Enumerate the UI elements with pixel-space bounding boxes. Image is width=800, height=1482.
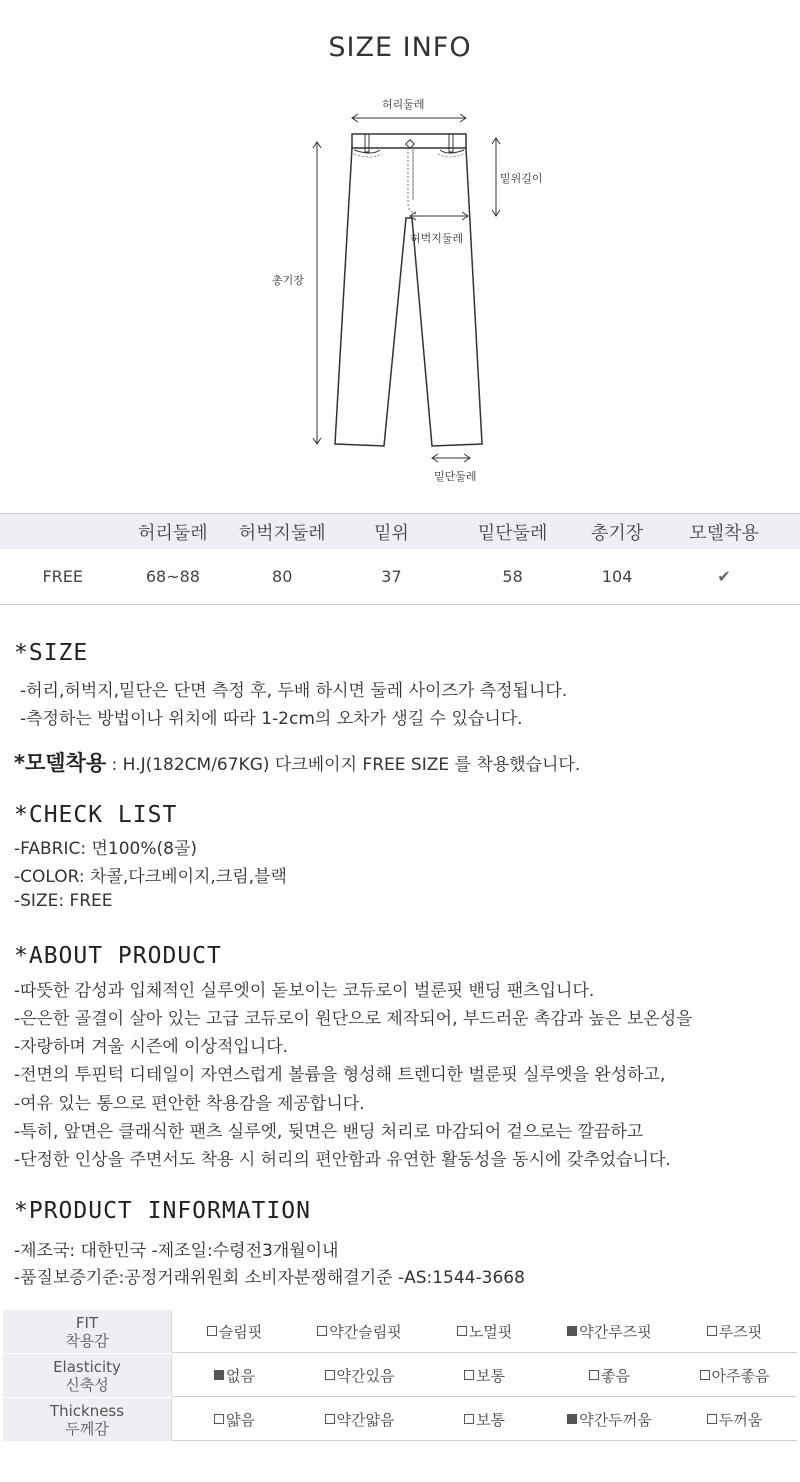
checkbox-checked-icon	[567, 1326, 577, 1336]
about-line-4: -전면의 투핀턱 디테일이 자연스럽게 볼륨을 형성해 트렌디한 벌룬핏 실루엣을 완성하고,	[14, 1065, 666, 1085]
product-info-line-1: -제조국: 대한민국 -제조일:수령전3개월이내	[14, 1241, 339, 1261]
length-label: 총기장	[272, 274, 304, 287]
spec-row-thickness	[3, 1398, 797, 1442]
check-color: -COLOR: 차콜,다크베이지,크림,블랙	[14, 867, 287, 887]
checkbox-icon	[707, 1414, 717, 1424]
spec-options-elasticity	[172, 1354, 797, 1397]
about-title: *ABOUT PRODUCT	[14, 943, 222, 969]
spec-options-fit	[172, 1310, 797, 1353]
elasticity-option-good: 좋음	[547, 1365, 672, 1386]
check-size: -SIZE: FREE	[14, 891, 113, 911]
fit-option-semi-loose: 약간루즈핏	[547, 1321, 672, 1342]
spec-head-thickness	[3, 1398, 172, 1441]
check-list-title: *CHECK LIST	[14, 802, 178, 828]
size-cell: FREE	[42, 567, 83, 586]
waist-label: 허리둘레	[382, 98, 425, 111]
checkbox-icon	[317, 1326, 327, 1336]
model-label: *모델착용	[14, 751, 107, 775]
elasticity-option-very-good: 아주좋음	[672, 1365, 797, 1386]
model-info	[14, 747, 580, 777]
header-waist: 허리둘레	[138, 522, 208, 544]
thickness-option-semi-thin: 약간얇음	[297, 1409, 422, 1430]
fit-ko-label: 착용감	[65, 1331, 109, 1350]
fit-option-semi-slim: 약간슬림핏	[297, 1321, 422, 1342]
checkbox-icon	[707, 1326, 717, 1336]
size-note-1: -허리,허벅지,밑단은 단면 측정 후, 두배 하시면 둘레 사이즈가 측정됩니다.	[20, 681, 568, 701]
fit-option-normal: 노멀핏	[422, 1321, 547, 1342]
checkbox-icon	[325, 1370, 335, 1380]
fit-option-slim: 슬림핏	[172, 1321, 297, 1342]
about-line-2: -은은한 골결이 살아 있는 고급 코듀로이 원단으로 제작되어, 부드러운 촉감과 높은 보온성을	[14, 1009, 693, 1029]
checkbox-icon	[325, 1414, 335, 1424]
spec-table	[3, 1310, 797, 1442]
product-info-title: *PRODUCT INFORMATION	[14, 1198, 311, 1224]
spec-row-elasticity	[3, 1354, 797, 1398]
thickness-option-normal: 보통	[422, 1409, 547, 1430]
header-model: 모델착용	[689, 522, 759, 544]
table-row	[0, 549, 800, 605]
size-table	[0, 513, 800, 605]
thickness-option-thin: 얇음	[172, 1409, 297, 1430]
thickness-ko-label: 두께감	[65, 1419, 109, 1438]
size-table-header	[0, 513, 800, 549]
header-length: 총기장	[591, 522, 644, 544]
checkbox-icon	[207, 1326, 217, 1336]
thigh-label: 허벅지둘레	[410, 232, 464, 245]
fit-option-loose: 루즈핏	[672, 1321, 797, 1342]
rise-cell: 37	[381, 567, 402, 586]
length-cell: 104	[601, 567, 633, 586]
spec-row-fit	[3, 1310, 797, 1354]
about-line-7: -단정한 인상을 주면서도 착용 시 허리의 편안함과 유연한 활동성을 동시에 갖추었습니다.	[14, 1150, 671, 1170]
elasticity-en-label: Elasticity	[53, 1357, 121, 1376]
elasticity-option-some: 약간있음	[297, 1365, 422, 1386]
checkbox-checked-icon	[214, 1370, 224, 1380]
spec-head-elasticity	[3, 1354, 172, 1397]
spec-head-fit	[3, 1310, 172, 1353]
header-thigh: 허벅지둘레	[238, 522, 326, 544]
checkbox-icon	[457, 1326, 467, 1336]
pants-diagram	[260, 90, 543, 490]
header-rise: 밑위	[374, 522, 409, 544]
spec-options-thickness	[172, 1398, 797, 1441]
about-line-1: -따뜻한 감성과 입체적인 실루엣이 돋보이는 코듀로이 벌룬핏 밴딩 팬츠입니다.	[14, 981, 595, 1001]
check-fabric: -FABRIC: 면100%(8골)	[14, 839, 197, 859]
waist-cell: 68~88	[145, 567, 200, 586]
checkbox-icon	[214, 1414, 224, 1424]
check-icon: ✔	[717, 567, 731, 586]
size-section-title: *SIZE	[14, 640, 89, 666]
elasticity-ko-label: 신축성	[65, 1375, 109, 1394]
product-info-line-2: -품질보증기준:공정거래위원회 소비자분쟁해결기준 -AS:1544-3668	[14, 1268, 525, 1288]
elasticity-option-none: 없음	[172, 1365, 297, 1386]
hem-label: 밑단둘레	[434, 470, 477, 483]
checkbox-icon	[464, 1370, 474, 1380]
about-line-5: -여유 있는 통으로 편안한 착용감을 제공합니다.	[14, 1094, 365, 1114]
thickness-option-thick: 두꺼움	[672, 1409, 797, 1430]
about-line-6: -특히, 앞면은 클래식한 팬츠 실루엣, 뒷면은 밴딩 처리로 마감되어 겉으로는 깔끔하고	[14, 1122, 644, 1142]
thigh-cell: 80	[272, 567, 293, 586]
header-hem: 밑단둘레	[477, 522, 548, 544]
thickness-en-label: Thickness	[49, 1401, 125, 1420]
elasticity-option-normal: 보통	[422, 1365, 547, 1386]
rise-label: 밑위길이	[500, 172, 543, 185]
thickness-option-semi-thick: 약간두꺼움	[547, 1409, 672, 1430]
hem-cell: 58	[502, 567, 523, 586]
checkbox-checked-icon	[567, 1414, 577, 1424]
pants-illustration	[260, 90, 540, 490]
fit-en-label: FIT	[75, 1313, 99, 1332]
about-line-3: -자랑하며 겨울 시즌에 이상적입니다.	[14, 1037, 289, 1057]
checkbox-icon	[700, 1370, 710, 1380]
size-note-2: -측정하는 방법이나 위치에 따라 1-2cm의 오차가 생길 수 있습니다.	[20, 709, 523, 729]
checkbox-icon	[464, 1414, 474, 1424]
model-text: : H.J(182CM/67KG) 다크베이지 FREE SIZE 를 착용했습니다.	[106, 755, 581, 775]
page-title: SIZE INFO	[328, 32, 472, 63]
checkbox-icon	[589, 1370, 599, 1380]
